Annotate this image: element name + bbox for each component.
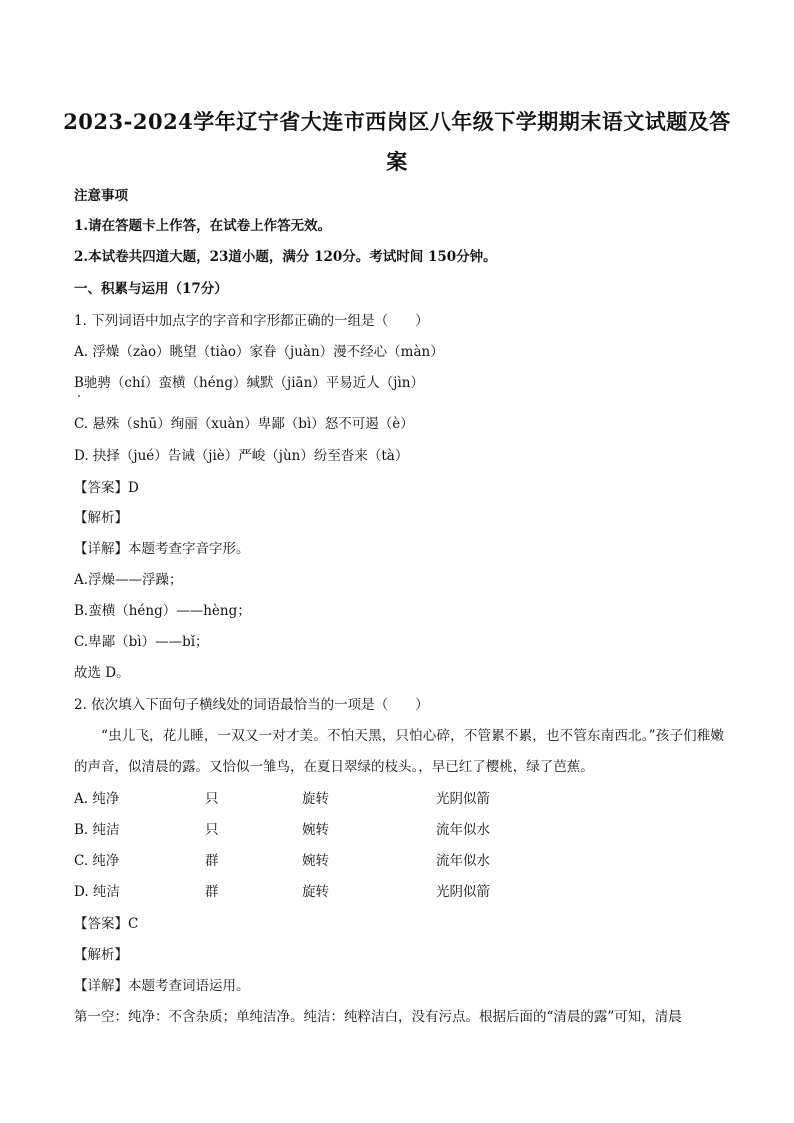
q2-option-b-word2: 只 <box>205 822 219 838</box>
q2-option-c-word4: 流年似水 <box>436 853 490 869</box>
q1-note-3: C.卑鄙（bì）——bǐ； <box>74 634 209 650</box>
q2-option-a-word4: 光阴似箭 <box>436 791 490 807</box>
q1-detail: 【详解】本题考查字音字形。 <box>74 541 250 557</box>
q1-option-c: C. 悬殊（shū）绚丽（xuàn）卑鄙（bì）怒不可遏（è） <box>74 416 414 432</box>
q1-note-1: A.浮燥——浮躁； <box>74 572 183 588</box>
q2-detail: 【详解】本题考查词语运用。 <box>74 978 250 994</box>
q1-note-2: B.蛮横（héng）——hèng； <box>74 603 251 619</box>
q2-answer: 【答案】C <box>74 916 139 932</box>
q2-option-b-word4: 流年似水 <box>436 822 490 838</box>
q1-answer: 【答案】D <box>74 480 139 496</box>
q1-analysis-label: 【解析】 <box>74 510 128 526</box>
q2-option-b-word3: 婉转 <box>302 822 329 838</box>
q2-option-c-label: C. 纯净 <box>74 853 120 869</box>
q2-stem: 2. 依次填入下面句子横线处的词语最恰当的一项是（ ） <box>74 697 429 713</box>
q2-option-a-word3: 旋转 <box>302 791 329 807</box>
stray-dot <box>78 395 80 397</box>
notice-heading: 注意事项 <box>74 188 128 204</box>
section-1-heading: 一、积累与运用（17分） <box>74 281 228 297</box>
q2-option-c-word2: 群 <box>205 853 219 869</box>
q2-option-a-label: A. 纯净 <box>74 791 120 807</box>
q2-option-d-word4: 光阴似箭 <box>436 884 490 900</box>
q1-option-d: D. 抉择（jué）告诫（jiè）严峻（jùn）纷至沓来（tà） <box>74 448 409 464</box>
q2-analysis-label: 【解析】 <box>74 947 128 963</box>
q2-option-b-label: B. 纯洁 <box>74 822 120 838</box>
notice-item-2: 2.本试卷共四道大题，23道小题，满分 120分。考试时间 150分钟。 <box>74 249 497 265</box>
q1-stem: 1. 下列词语中加点字的字音和字形都正确的一组是（ ） <box>74 313 429 329</box>
notice-item-1: 1.请在答题卡上作答，在试卷上作答无效。 <box>74 218 332 234</box>
q2-passage: “虫儿飞，花儿睡，一双又一对才美。不怕天黑，只怕心碎，不管累不累，也不管东南西北。”孩子们稚嫩的声音，似清晨的露。又恰似一雏鸟，在夏日翠绿的枝头。，早已红了樱桃，绿了芭蕉。 <box>74 728 724 775</box>
q1-option-b: B驰骋（chí）蛮横（héng）缄默（jiān）平易近人（jìn） <box>74 375 424 391</box>
q2-option-c-word3: 婉转 <box>302 853 329 869</box>
q2-option-d-word3: 旋转 <box>302 884 329 900</box>
q2-first-blank-explanation: 第一空：纯净：不含杂质；单纯洁净。纯洁：纯粹洁白，没有污点。根据后面的“清晨的露”可知，清晨 <box>74 1009 682 1025</box>
q2-option-d-label: D. 纯洁 <box>74 884 120 900</box>
q1-option-a: A. 浮燥（zào）眺望（tiào）家眷（juàn）漫不经心（màn） <box>74 344 444 360</box>
q2-option-a-word2: 只 <box>205 791 219 807</box>
q1-conclusion: 故选 D。 <box>74 665 130 681</box>
q2-option-d-word2: 群 <box>205 884 219 900</box>
document-title-line2: 案 <box>386 149 408 174</box>
document-title-line1: 2023-2024学年辽宁省大连市西岗区八年级下学期期末语文试题及答 <box>63 109 731 134</box>
